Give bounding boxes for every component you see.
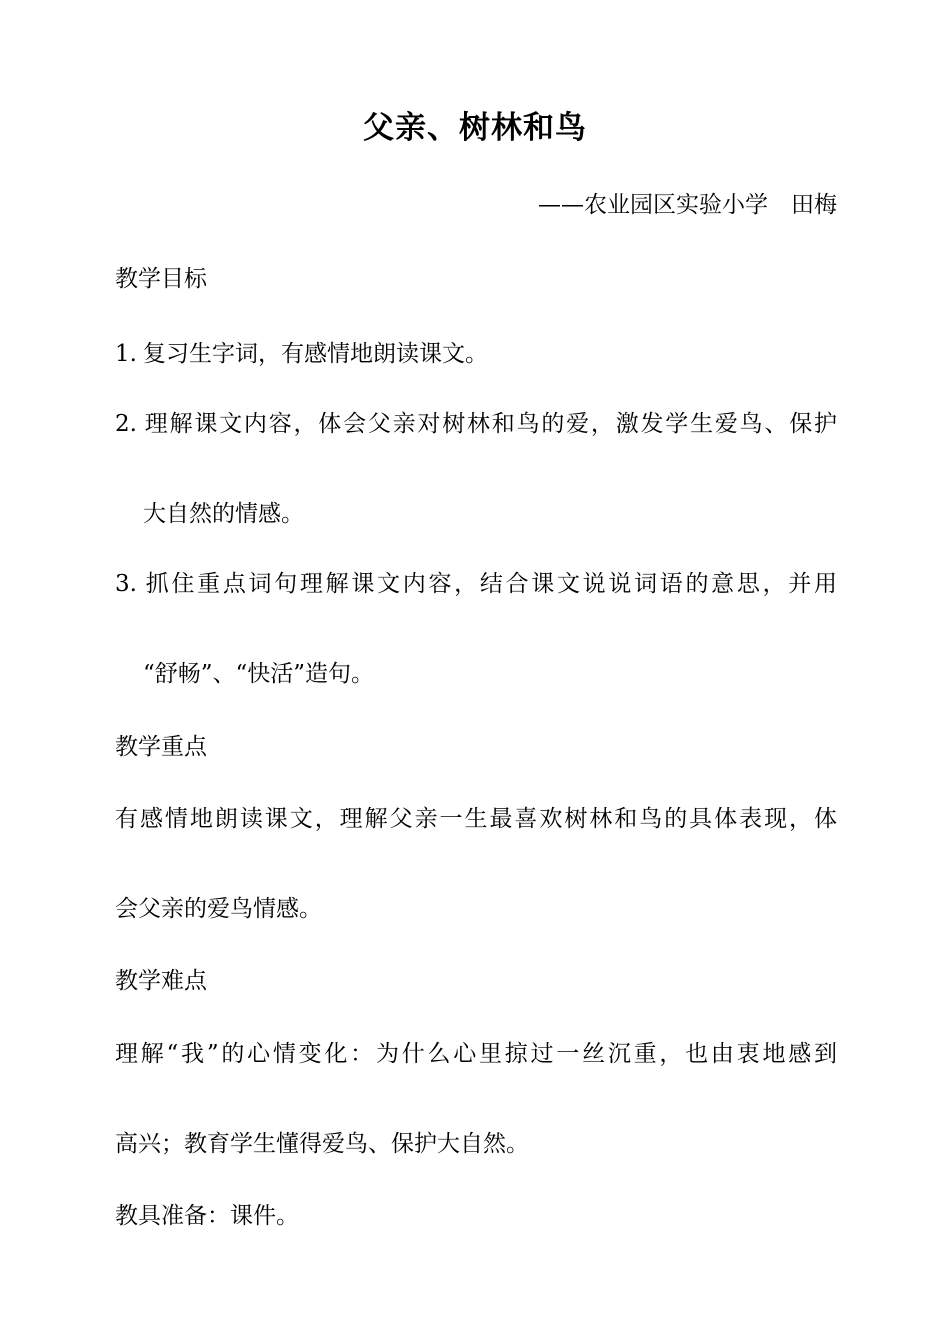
goal-item-1 — [115, 335, 488, 368]
goal-item-3 — [115, 565, 837, 598]
goal-item-text: 抓住重点词句理解课文内容，结合课文说说词语的意思，并用 — [143, 571, 837, 597]
difficulties-heading: 教学难点 — [115, 968, 207, 994]
goal-item-text: 复习生字词，有感情地朗读课文。 — [143, 341, 488, 367]
author-line: ——农业园区实验小学 田梅 — [538, 192, 837, 218]
key-points-line-1: 有感情地朗读课文，理解父亲一生最喜欢树林和鸟的具体表现，体 — [115, 806, 837, 832]
goal-item-3-continuation: “舒畅”、“快活”造句。 — [143, 661, 375, 687]
goal-item-2 — [115, 405, 837, 438]
difficulties-line-1: 理解“我”的心情变化：为什么心里掠过一丝沉重，也由衷地感到 — [115, 1041, 837, 1067]
key-points-line-2: 会父亲的爱鸟情感。 — [115, 896, 322, 922]
goals-heading: 教学目标 — [115, 266, 207, 292]
key-points-heading: 教学重点 — [115, 734, 207, 760]
goal-item-number: 3. — [115, 571, 137, 597]
goal-item-text: 理解课文内容，体会父亲对树林和鸟的爱，激发学生爱鸟、保护 — [143, 411, 837, 437]
goal-item-number: 2. — [115, 411, 137, 437]
materials-line: 教具准备：课件。 — [115, 1203, 299, 1229]
goal-item-number: 1. — [115, 341, 137, 367]
goal-item-2-continuation: 大自然的情感。 — [143, 501, 304, 527]
difficulties-line-2: 高兴；教育学生懂得爱鸟、保护大自然。 — [115, 1131, 529, 1157]
document-title: 父亲、树林和鸟 — [363, 110, 587, 146]
